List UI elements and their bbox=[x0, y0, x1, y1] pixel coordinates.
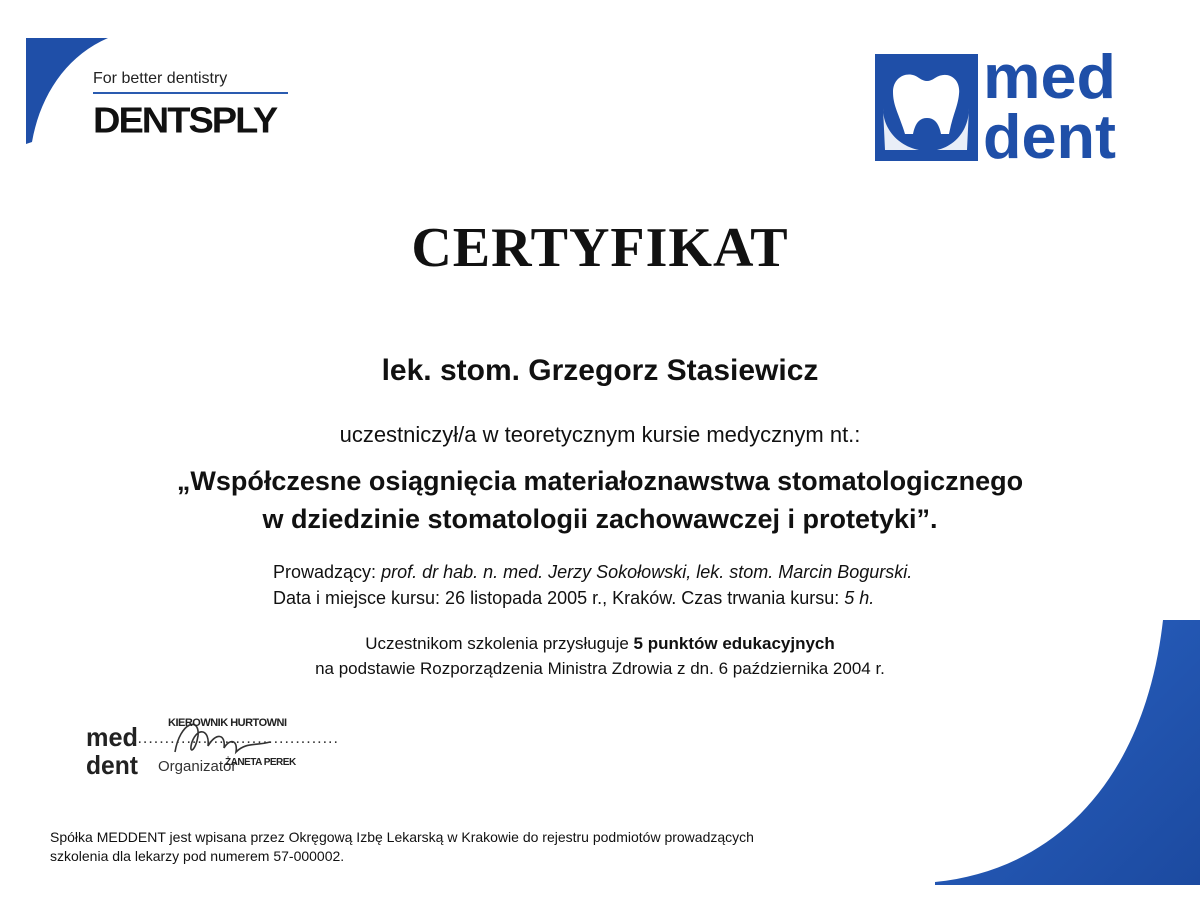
meddent-logo-line2: dent bbox=[983, 103, 1116, 163]
participation-statement: uczestniczył/a w teoretycznym kursie medycznym nt.: bbox=[339, 422, 861, 447]
stamp-logo-dent: dent bbox=[86, 750, 139, 780]
participant-name: lek. stom. Grzegorz Stasiewicz bbox=[381, 354, 819, 387]
instructors-label: Prowadzący: bbox=[273, 562, 377, 582]
meddent-logo bbox=[875, 38, 1120, 163]
certificate-title: CERTYFIKAT bbox=[411, 217, 789, 279]
stamp-title: KIEROWNIK HURTOWNI bbox=[168, 717, 287, 729]
corner-swoosh-icon bbox=[935, 620, 1200, 885]
instructors-row bbox=[273, 562, 912, 583]
course-date-place: Data i miejsce kursu: 26 listopada 2005 r., Kraków. Czas trwania kursu: bbox=[273, 588, 840, 608]
dentsply-wordmark: DENTSPLY bbox=[93, 101, 277, 141]
dentsply-tagline: For better dentistry bbox=[93, 70, 228, 87]
regulation-statement: na podstawie Rozporządzenia Ministra Zdrowia z dn. 6 października 2004 r. bbox=[315, 659, 885, 678]
course-title-line1: „Współczesne osiągnięcia materiałoznawstwa stomatologicznego bbox=[176, 466, 1024, 496]
course-duration: 5 h. bbox=[844, 588, 875, 608]
course-info-row bbox=[273, 588, 874, 609]
stamp-name: ŻANETA PEREK bbox=[225, 757, 296, 768]
stamp-logo-med: med bbox=[86, 722, 138, 752]
points-bold: 5 punktów edukacyjnych bbox=[633, 634, 835, 653]
meddent-logo-line1: med bbox=[983, 43, 1116, 112]
dentsply-rule bbox=[93, 92, 288, 94]
organizer-label: Organizator bbox=[158, 758, 237, 775]
footer-line2: szkolenia dla lekarzy pod numerem 57-000002. bbox=[50, 848, 345, 864]
points-prefix: Uczestnikom szkolenia przysługuje bbox=[365, 634, 629, 653]
course-title-line2: w dziedzinie stomatologii zachowawczej i protetyki”. bbox=[262, 504, 938, 534]
footer-line1: Spółka MEDDENT jest wpisana przez Okręgową Izbę Lekarską w Krakowie do rejestru podmiotów prowadzących bbox=[50, 829, 754, 845]
signature-line: ...................................... bbox=[132, 730, 339, 747]
instructors-names: prof. dr hab. n. med. Jerzy Sokołowski, lek. stom. Marcin Bogurski. bbox=[381, 562, 913, 582]
